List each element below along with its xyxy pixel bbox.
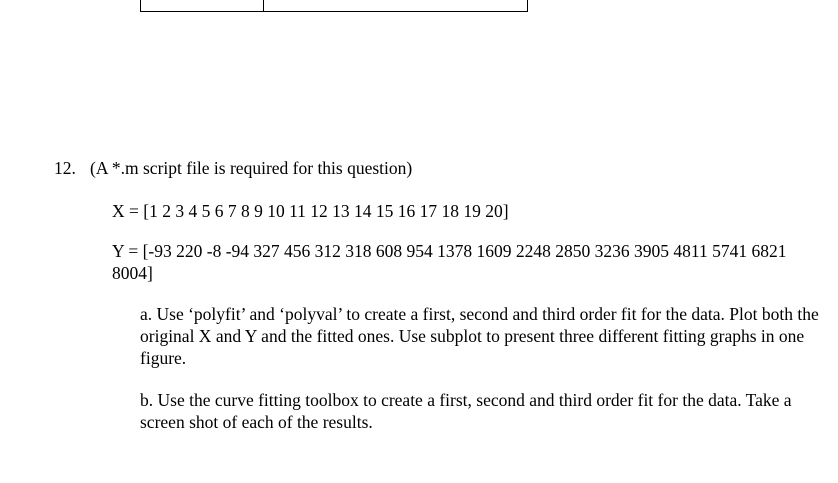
- previous-table-fragment: [140, 0, 528, 12]
- table-column-divider: [263, 0, 264, 11]
- part-b-instructions: b. Use the curve fitting toolbox to create a first, second and third order fit for the data. Take a screen shot of each of the results.: [140, 390, 792, 432]
- y-vector-definition: Y = [-93 220 -8 -94 327 456 312 318 608 954 1378 1609 2248 2850 3236 3905 4811 5741 6821 8004]: [112, 241, 787, 283]
- question-number: 12.: [54, 158, 76, 178]
- part-a-instructions: a. Use ‘polyfit’ and ‘polyval’ to create a first, second and third order fit for the data. Plot both the original X and Y and the fitted ones. Use subplot to present three different fitting graphs in one figure.: [140, 304, 819, 368]
- question-header: (A *.m script file is required for this question): [90, 158, 413, 178]
- x-vector-definition: X = [1 2 3 4 5 6 7 8 9 10 11 12 13 14 15 16 17 18 19 20]: [112, 201, 509, 221]
